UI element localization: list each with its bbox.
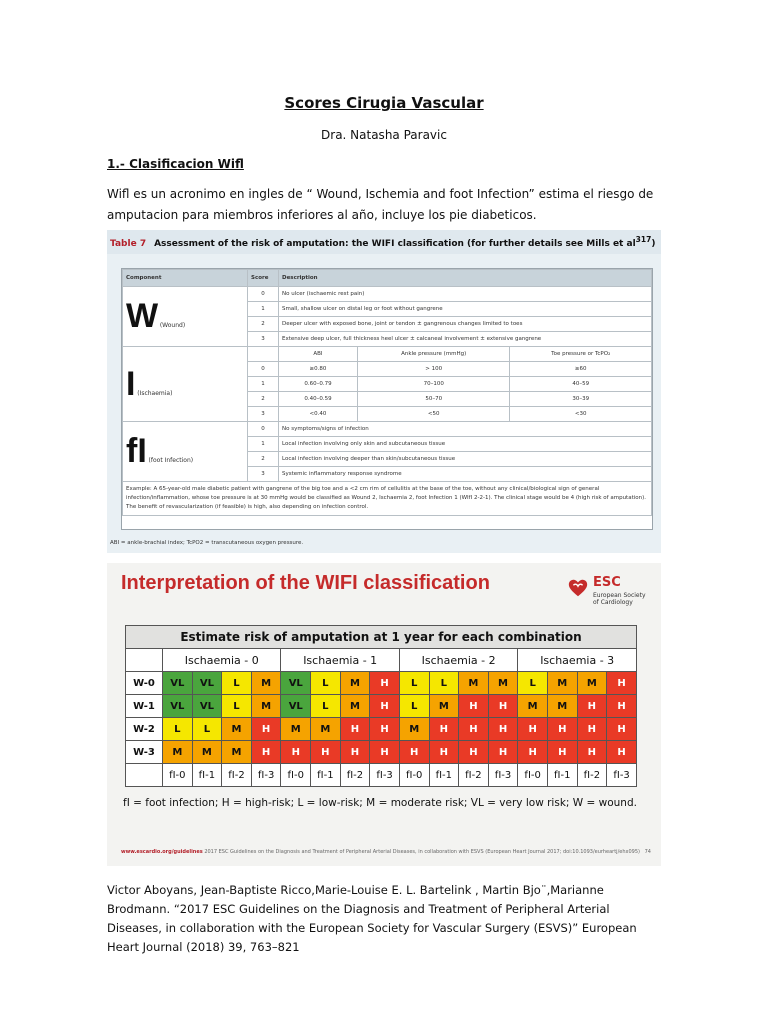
table7-title-close: ) <box>651 239 656 249</box>
table7-label: Table 7 <box>110 239 147 249</box>
risk-cell: L <box>399 695 429 718</box>
score-cell: 3 <box>248 407 279 422</box>
risk-cell: VL <box>192 695 222 718</box>
wound-row-label: W-1 <box>126 695 163 718</box>
grid-row <box>126 718 637 741</box>
risk-cell: H <box>399 741 429 764</box>
risk-cell: H <box>547 718 577 741</box>
subheader-toe-pressure: Toe pressure or TcPO₂ <box>510 347 652 362</box>
risk-cell: H <box>370 695 400 718</box>
grid-title: Estimate risk of amputation at 1 year for each combination <box>126 626 637 649</box>
ischaemia-letter: I <box>126 364 136 403</box>
risk-cell: H <box>251 741 281 764</box>
foot-infection-header: fI-3 <box>370 764 400 787</box>
risk-cell: H <box>429 718 459 741</box>
risk-cell: M <box>459 672 489 695</box>
risk-cell: M <box>429 695 459 718</box>
foot-infection-header: fI-2 <box>222 764 252 787</box>
risk-cell: L <box>429 672 459 695</box>
table7-title-ref: 317 <box>635 235 652 244</box>
score-cell: 0 <box>248 362 279 377</box>
ankle-cell: 70–100 <box>357 377 510 392</box>
risk-cell: H <box>251 718 281 741</box>
risk-cell: H <box>488 741 518 764</box>
score-cell: 3 <box>248 467 279 482</box>
wound-label: (Wound) <box>159 322 186 329</box>
ankle-cell: > 100 <box>357 362 510 377</box>
foot-infection-header: fI-1 <box>547 764 577 787</box>
description-cell: Extensive deep ulcer, full thickness heel ulcer ± calcaneal involvement ± extensive gangrene <box>279 332 652 347</box>
ischaemia-label: (Ischaemia) <box>137 389 173 397</box>
risk-cell: M <box>163 741 193 764</box>
table7-title <box>110 235 655 249</box>
risk-cell: H <box>607 741 637 764</box>
risk-cell: M <box>251 672 281 695</box>
header-component: Component <box>123 270 248 287</box>
foot-infection-header: fI-2 <box>577 764 607 787</box>
grid-row <box>126 741 637 764</box>
abi-cell: 0.60–0.79 <box>279 377 358 392</box>
risk-cell: M <box>192 741 222 764</box>
ankle-cell: 50–70 <box>357 392 510 407</box>
wifi-interpretation-figure <box>107 563 661 866</box>
ischaemia-header: Ischaemia - 3 <box>518 649 637 672</box>
wifi-assessment-table <box>122 269 652 516</box>
risk-cell: VL <box>192 672 222 695</box>
table-row <box>123 287 652 302</box>
risk-cell: M <box>488 672 518 695</box>
document-title: Scores Cirugia Vascular <box>284 94 484 112</box>
wound-row-label: W-0 <box>126 672 163 695</box>
risk-cell: H <box>607 695 637 718</box>
toe-cell: ≥60 <box>510 362 652 377</box>
grid-row <box>126 672 637 695</box>
risk-cell: M <box>222 718 252 741</box>
header-score: Score <box>248 270 279 287</box>
wound-component-cell <box>123 287 248 347</box>
risk-cell: L <box>399 672 429 695</box>
risk-cell: VL <box>163 695 193 718</box>
risk-cell: H <box>488 718 518 741</box>
wifi-assessment-table-box <box>121 268 653 530</box>
score-cell-empty <box>248 347 279 362</box>
risk-cell: M <box>222 741 252 764</box>
wound-row-label: W-3 <box>126 741 163 764</box>
risk-cell: H <box>459 695 489 718</box>
risk-cell: H <box>311 741 341 764</box>
description-cell: Deeper ulcer with exposed bone, joint or tendon ± gangrenous changes limited to toes <box>279 317 652 332</box>
risk-cell: H <box>429 741 459 764</box>
table7-figure <box>107 230 661 553</box>
score-cell: 0 <box>248 287 279 302</box>
risk-cell: L <box>311 695 341 718</box>
table-row <box>123 422 652 437</box>
ankle-cell: <50 <box>357 407 510 422</box>
esc-subtitle <box>593 592 646 606</box>
risk-cell: H <box>518 718 548 741</box>
risk-cell: H <box>577 741 607 764</box>
risk-cell: L <box>222 695 252 718</box>
risk-cell: H <box>459 718 489 741</box>
risk-cell: M <box>311 718 341 741</box>
foot-infection-header: fI-1 <box>311 764 341 787</box>
score-cell: 2 <box>248 452 279 467</box>
risk-cell: M <box>577 672 607 695</box>
risk-cell: M <box>251 695 281 718</box>
description-cell: Systemic inflammatory response syndrome <box>279 467 652 482</box>
subheader-abi: ABI <box>279 347 358 362</box>
description-cell: Local infection involving deeper than skin/subcutaneous tissue <box>279 452 652 467</box>
abi-cell: 0.40–0.59 <box>279 392 358 407</box>
foot-infection-header: fI-0 <box>399 764 429 787</box>
ischaemia-header: Ischaemia - 1 <box>281 649 399 672</box>
score-cell: 2 <box>248 392 279 407</box>
risk-cell: H <box>577 718 607 741</box>
score-cell: 1 <box>248 377 279 392</box>
ischaemia-header: Ischaemia - 2 <box>399 649 517 672</box>
risk-cell: M <box>399 718 429 741</box>
foot-infection-header: fI-0 <box>163 764 193 787</box>
abi-cell: ≥0.80 <box>279 362 358 377</box>
section-heading: 1.- Clasificacion Wifl <box>107 157 244 171</box>
risk-cell: L <box>518 672 548 695</box>
toe-cell: 40–59 <box>510 377 652 392</box>
risk-cell: H <box>518 741 548 764</box>
wound-row-label: W-2 <box>126 718 163 741</box>
risk-cell: H <box>340 741 370 764</box>
risk-cell: H <box>607 718 637 741</box>
footer-url: www.escardio.org/guidelines <box>121 849 203 855</box>
fi-header-row <box>126 764 637 787</box>
risk-cell: H <box>370 741 400 764</box>
foot-infection-header: fI-3 <box>607 764 637 787</box>
foot-infection-header: fI-2 <box>459 764 489 787</box>
esc-name: ESC <box>593 575 621 590</box>
reference-citation: Victor Aboyans, Jean-Baptiste Ricco,Marie-Louise E. L. Bartelink , Martin Bjo¨,Marianne Brodmann. “2017 ESC Guidelines on the Diagnosis and Treatment of Peripheral Arterial Diseases, in collaboration with the European Society for Vascular Surgery (ESVS)” European Heart Journal (2018) 39, 763–821 <box>107 883 637 954</box>
risk-cell: H <box>459 741 489 764</box>
risk-grid <box>125 625 637 787</box>
page-number: 74 <box>644 849 651 855</box>
author-name: Dra. Natasha Paravic <box>321 128 447 142</box>
table-header-row <box>123 270 652 287</box>
risk-cell: M <box>340 695 370 718</box>
description-cell: Local infection involving only skin and subcutaneous tissue <box>279 437 652 452</box>
foot-infection-header: fI-1 <box>429 764 459 787</box>
score-cell: 2 <box>248 317 279 332</box>
risk-cell: M <box>547 672 577 695</box>
table7-header <box>107 230 661 254</box>
esc-subtitle-line2: of Cardiology <box>593 599 633 606</box>
foot-infection-header: fI-0 <box>281 764 311 787</box>
risk-cell: L <box>192 718 222 741</box>
example-cell: Example: A 65-year-old male diabetic patient with gangrene of the big toe and a <2 cm rim of cellulitis at the base of the toe, without any clinical/biological sign of general infection/inflammation, whose toe pressure is at 30 mmHg would be classified as Wound 2, Ischaemia 2, foot Infection 1 (WIfI 2-2-1). The clinical stage would be 4 (high risk of amputation). The benefit of revascularization (if feasible) is high, also depending on infection control. <box>123 482 652 516</box>
risk-cell: H <box>547 741 577 764</box>
risk-cell: H <box>370 672 400 695</box>
intro-paragraph: Wifl es un acronimo en ingles de “ Wound, Ischemia and foot Infection” estima el riesgo de amputacion para miembros inferiores al año, incluye los pie diabeticos. <box>107 187 654 222</box>
risk-cell: H <box>577 695 607 718</box>
risk-cell: H <box>607 672 637 695</box>
risk-cell: M <box>281 718 311 741</box>
score-cell: 1 <box>248 437 279 452</box>
table-row <box>123 482 652 516</box>
foot-infection-header: fI-1 <box>192 764 222 787</box>
risk-cell: M <box>340 672 370 695</box>
grid-row <box>126 695 637 718</box>
foot-infection-header: fI-0 <box>518 764 548 787</box>
figure-footer <box>121 849 651 855</box>
risk-cell: L <box>311 672 341 695</box>
ischaemia-component-cell <box>123 347 248 422</box>
foot-infection-letter: fI <box>126 432 147 470</box>
risk-cell: VL <box>281 672 311 695</box>
esc-subtitle-line1: European Society <box>593 592 646 599</box>
description-cell: No ulcer (ischaemic rest pain) <box>279 287 652 302</box>
risk-cell: H <box>281 741 311 764</box>
risk-cell: H <box>370 718 400 741</box>
wound-letter: W <box>126 297 159 335</box>
abi-cell: <0.40 <box>279 407 358 422</box>
risk-cell: M <box>518 695 548 718</box>
grid-legend: fI = foot infection; H = high-risk; L = low-risk; M = moderate risk; VL = very low risk; W = wound. <box>123 797 637 809</box>
risk-cell: L <box>222 672 252 695</box>
table7-footnote: ABI = ankle-brachial index; TcPO2 = transcutaneous oxygen pressure. <box>110 540 304 546</box>
foot-infection-component-cell <box>123 422 248 482</box>
risk-cell: H <box>340 718 370 741</box>
foot-infection-header: fI-2 <box>340 764 370 787</box>
interpretation-title: Interpretation of the WIFI classification <box>121 572 490 594</box>
toe-cell: <30 <box>510 407 652 422</box>
score-cell: 1 <box>248 302 279 317</box>
subheader-ankle-pressure: Ankle pressure (mmHg) <box>357 347 510 362</box>
ischaemia-header: Ischaemia - 0 <box>163 649 281 672</box>
grid-corner <box>126 649 163 672</box>
foot-infection-header: fI-3 <box>251 764 281 787</box>
score-cell: 0 <box>248 422 279 437</box>
description-cell: Small, shallow ulcer on distal leg or foot without gangrene <box>279 302 652 317</box>
grid-corner <box>126 764 163 787</box>
table-row <box>123 347 652 362</box>
risk-cell: VL <box>163 672 193 695</box>
risk-cell: L <box>163 718 193 741</box>
score-cell: 3 <box>248 332 279 347</box>
heart-icon <box>567 577 589 599</box>
foot-infection-header: fI-3 <box>488 764 518 787</box>
description-cell: No symptoms/signs of infection <box>279 422 652 437</box>
risk-cell: M <box>547 695 577 718</box>
risk-cell: H <box>488 695 518 718</box>
footer-text: 2017 ESC Guidelines on the Diagnosis and Treatment of Peripheral Arterial Diseases, in collaboration with ESVS (European Heart Journal 2017; doi:10.1093/eurheartj/ehx095) <box>204 849 640 855</box>
risk-cell: VL <box>281 695 311 718</box>
header-description: Description <box>279 270 652 287</box>
foot-infection-label: (foot Infection) <box>148 457 194 464</box>
table7-title-text: Assessment of the risk of amputation: the WIFI classification (for further details see Mills et al <box>154 239 636 249</box>
toe-cell: 30–39 <box>510 392 652 407</box>
